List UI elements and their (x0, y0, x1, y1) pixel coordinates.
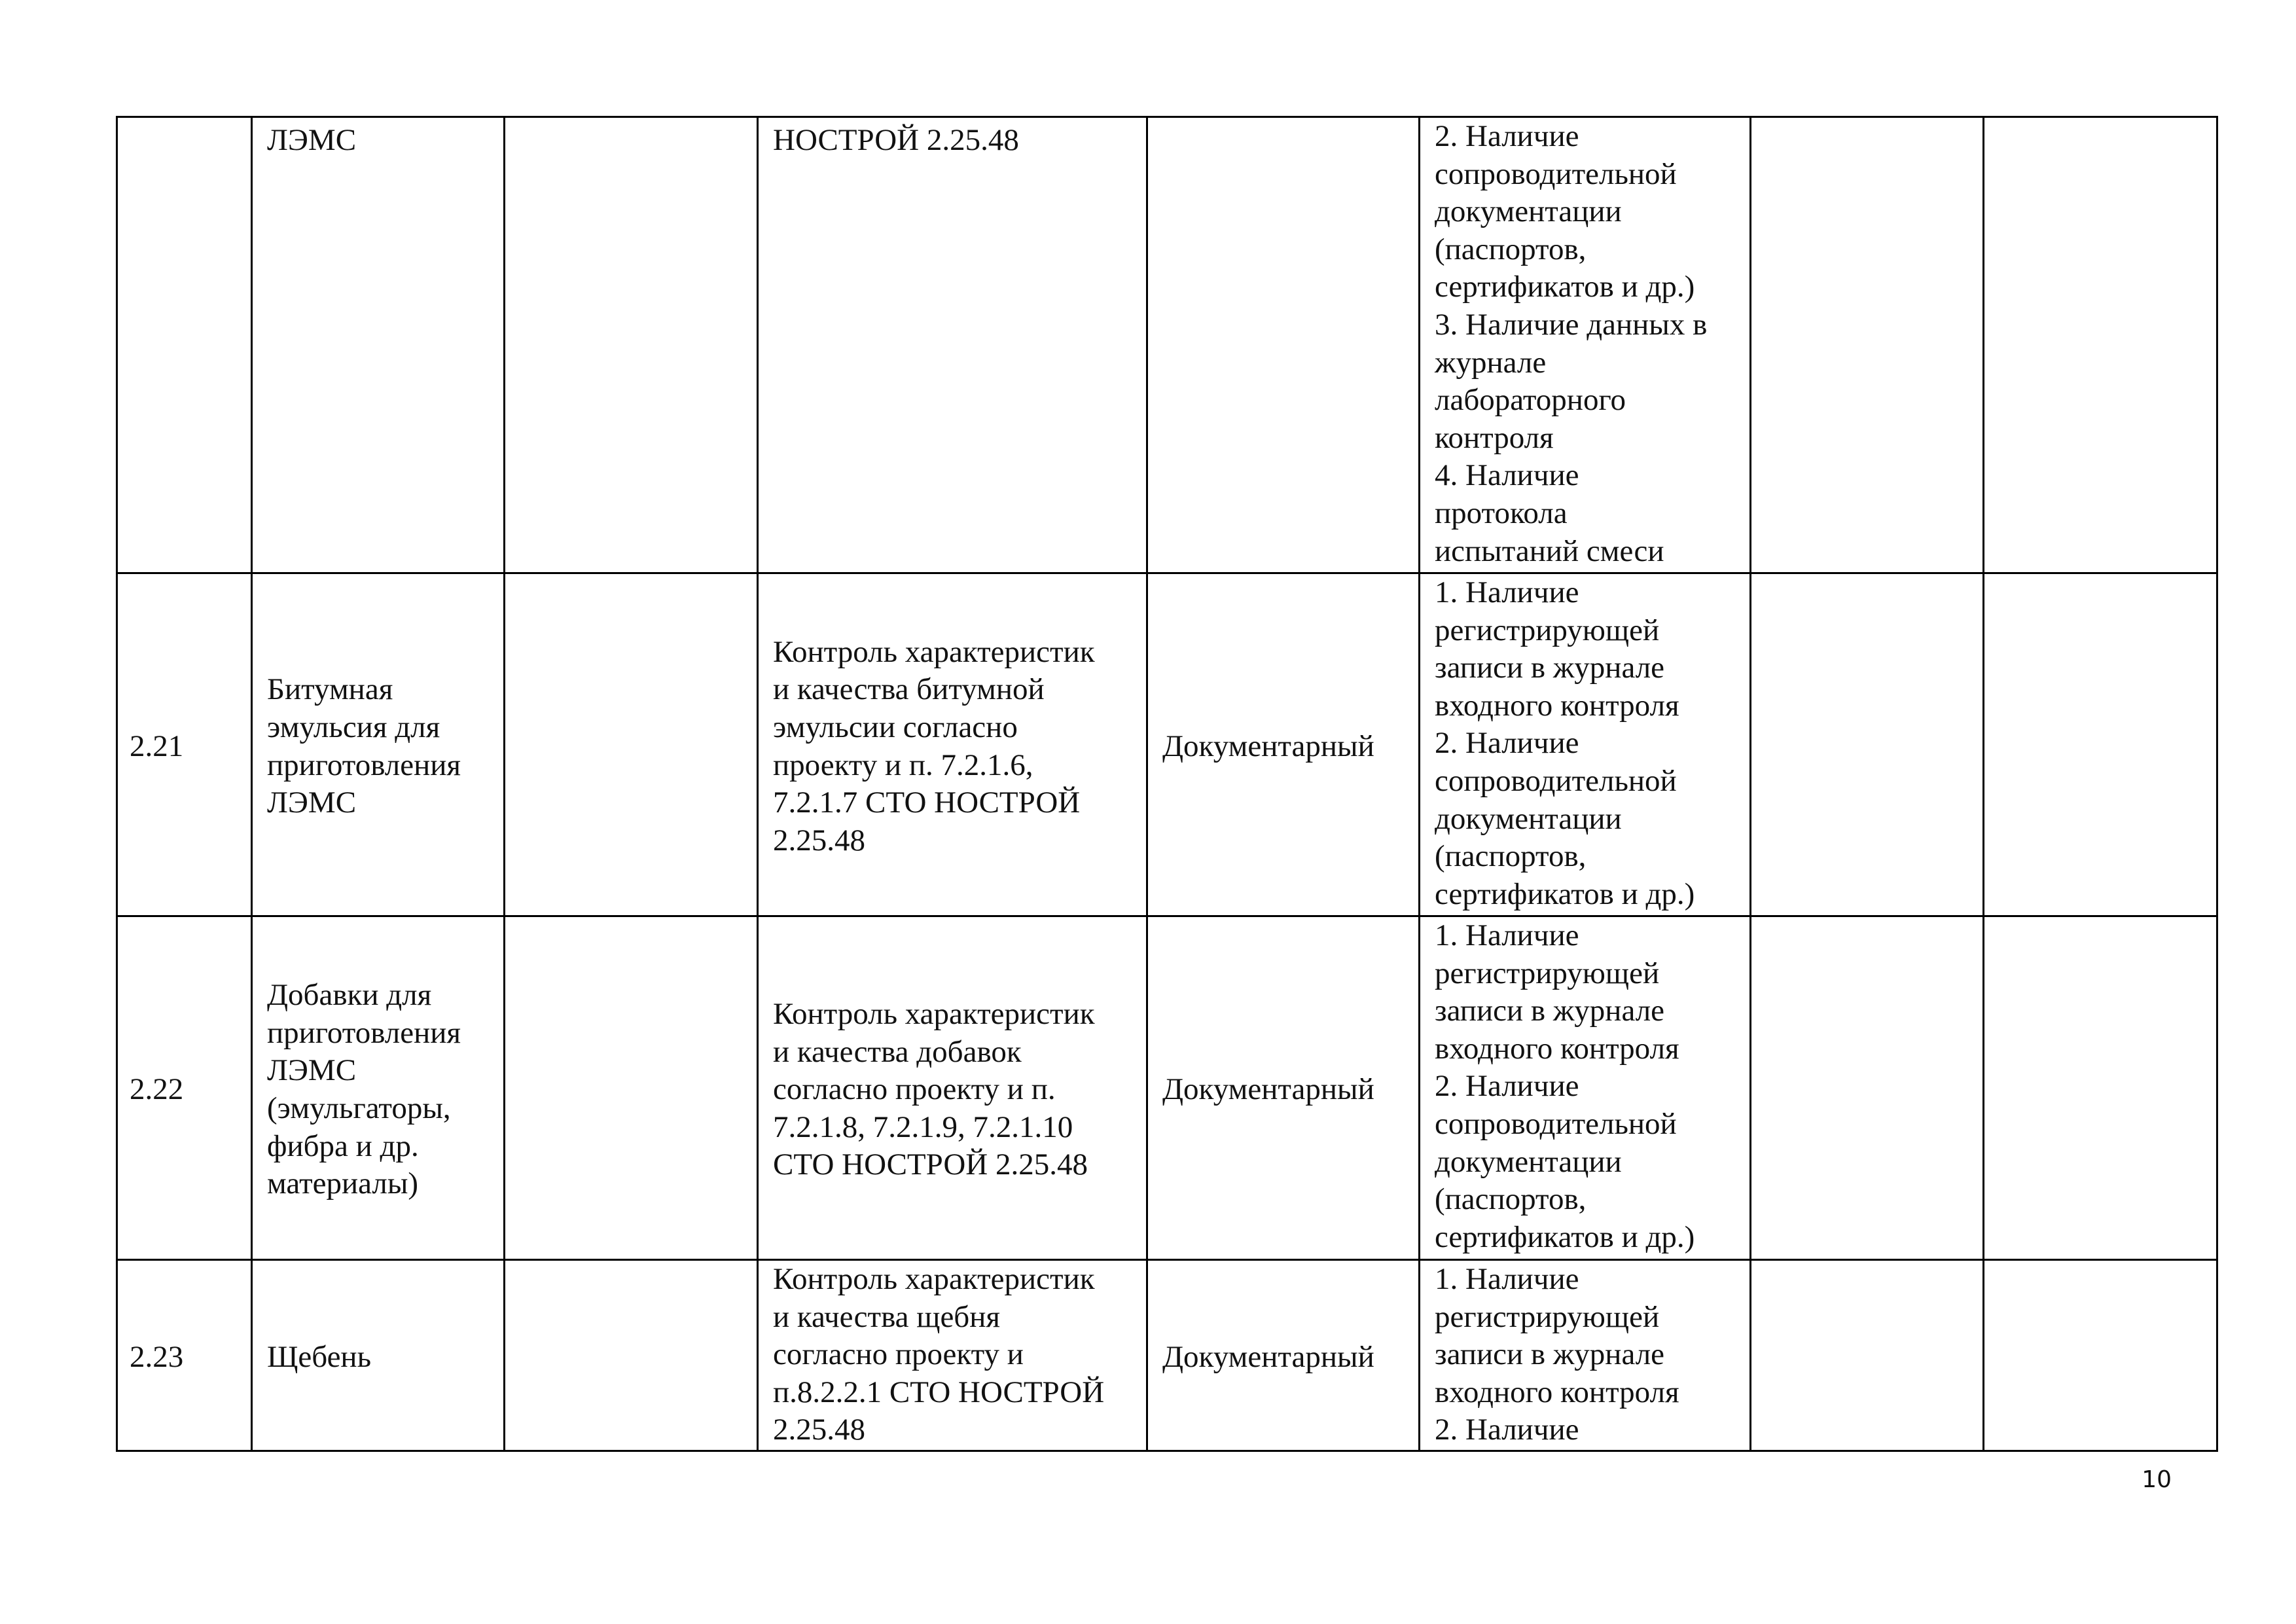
cell-empty-col3 (505, 573, 758, 916)
cell-number: 2.23 (117, 1260, 252, 1451)
table-row-2-23 (117, 1260, 2217, 1451)
cell-empty-col7 (1751, 916, 1984, 1260)
cell-method: Документарный (1147, 1260, 1420, 1451)
cell-criteria: 1. Наличие регистрирующей записи в журнале входного контроля 2. Наличие сопроводительной документации (паспортов, сертификатов и др.) (1420, 573, 1751, 916)
cell-method (1147, 117, 1420, 573)
inspection-table (116, 116, 2218, 1452)
cell-number (117, 117, 252, 573)
cell-criteria: 2. Наличие сопроводительной документации (паспортов, сертификатов и др.) 3. Наличие данных в журнале лабораторного контроля 4. Наличие протокола испытаний смеси (1420, 117, 1751, 573)
cell-number: 2.22 (117, 916, 252, 1260)
cell-empty-col8 (1984, 1260, 2217, 1451)
cell-requirements: Контроль характеристик и качества битумной эмульсии согласно проекту и п. 7.2.1.6, 7.2.1.7 СТО НОСТРОЙ 2.25.48 (758, 573, 1147, 916)
cell-number: 2.21 (117, 573, 252, 916)
cell-requirements: Контроль характеристик и качества щебня согласно проекту и п.8.2.2.1 СТО НОСТРОЙ 2.25.48 (758, 1260, 1147, 1451)
cell-empty-col3 (505, 916, 758, 1260)
cell-material: ЛЭМС (252, 117, 505, 573)
cell-empty-col8 (1984, 573, 2217, 916)
cell-empty-col3 (505, 1260, 758, 1451)
table-row-continuation (117, 117, 2217, 573)
cell-material: Битумная эмульсия для приготовления ЛЭМС (252, 573, 505, 916)
cell-empty-col8 (1984, 117, 2217, 573)
cell-empty-col7 (1751, 1260, 1984, 1451)
cell-empty-col3 (505, 117, 758, 573)
cell-method: Документарный (1147, 573, 1420, 916)
cell-empty-col8 (1984, 916, 2217, 1260)
cell-material: Добавки для приготовления ЛЭМС (эмульгаторы, фибра и др. материалы) (252, 916, 505, 1260)
cell-criteria: 1. Наличие регистрирующей записи в журнале входного контроля 2. Наличие (1420, 1260, 1751, 1451)
cell-requirements: Контроль характеристик и качества добавок согласно проекту и п. 7.2.1.8, 7.2.1.9, 7.2.1.10 СТО НОСТРОЙ 2.25.48 (758, 916, 1147, 1260)
table-row-2-22 (117, 916, 2217, 1260)
cell-requirements: НОСТРОЙ 2.25.48 (758, 117, 1147, 573)
cell-empty-col7 (1751, 117, 1984, 573)
page-number: 10 (2142, 1466, 2172, 1493)
table-row-2-21 (117, 573, 2217, 916)
cell-empty-col7 (1751, 573, 1984, 916)
cell-criteria: 1. Наличие регистрирующей записи в журнале входного контроля 2. Наличие сопроводительной документации (паспортов, сертификатов и др.) (1420, 916, 1751, 1260)
cell-material: Щебень (252, 1260, 505, 1451)
cell-method: Документарный (1147, 916, 1420, 1260)
